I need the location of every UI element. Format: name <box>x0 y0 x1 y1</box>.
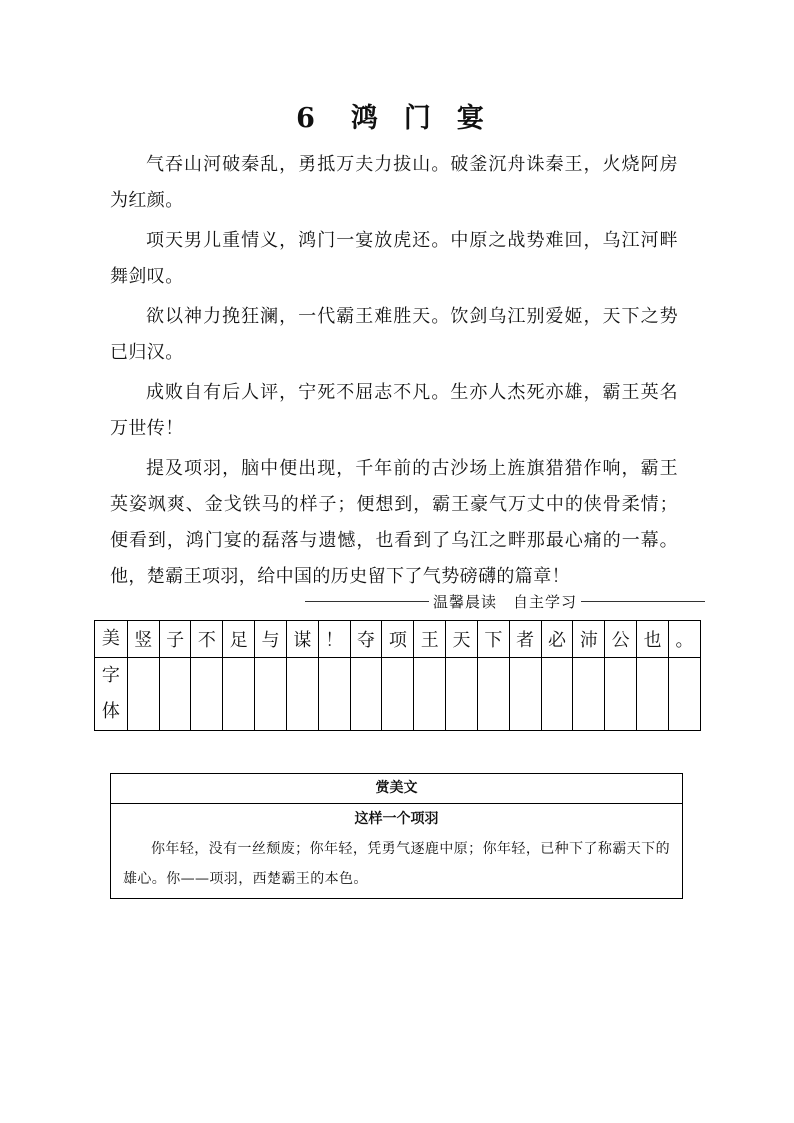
lesson-number: 6 <box>296 103 317 134</box>
writing-cell <box>414 658 446 731</box>
writing-cell <box>605 658 637 731</box>
intro-paragraph: 成败自有后人评，宁死不屈志不凡。生亦人杰死亦雄，霸王英名万世传！ <box>110 382 678 439</box>
intro-text <box>110 147 678 599</box>
writing-cell <box>637 658 669 731</box>
practice-char: 沛 <box>573 621 605 658</box>
calligraphy-practice-table <box>94 620 701 731</box>
intro-paragraph: 项天男儿重情义，鸿门一宴放虎还。中原之战势难回，乌江河畔舞剑叹。 <box>110 230 678 287</box>
divider-line-right <box>581 601 705 602</box>
writing-cell <box>223 658 255 731</box>
writing-cell <box>286 658 318 731</box>
practice-char: 谋 <box>286 621 318 658</box>
practice-char: 也 <box>637 621 669 658</box>
writing-cell <box>318 658 350 731</box>
practice-char: 子 <box>159 621 191 658</box>
writing-cell <box>477 658 509 731</box>
practice-char: 者 <box>509 621 541 658</box>
practice-char: 天 <box>446 621 478 658</box>
appreciation-subtitle: 这样一个项羽 <box>354 811 439 827</box>
practice-char: 。 <box>668 621 700 658</box>
writing-cell <box>541 658 573 731</box>
practice-char: 不 <box>191 621 223 658</box>
appreciation-text: 你年轻，没有一丝颓废；你年轻，凭勇气逐鹿中原；你年轻，已种下了称霸天下的雄心。你——项羽，西楚霸王的本色。 <box>123 841 670 887</box>
writing-cell <box>191 658 223 731</box>
practice-char: 下 <box>477 621 509 658</box>
practice-header-cell: 美 <box>95 621 128 658</box>
writing-cell <box>573 658 605 731</box>
practice-char: 王 <box>414 621 446 658</box>
practice-writing-row <box>95 658 701 731</box>
appreciation-heading: 赏美文 <box>111 774 682 804</box>
page-title <box>0 96 794 135</box>
writing-cell <box>446 658 478 731</box>
practice-char: 夺 <box>350 621 382 658</box>
writing-cell <box>509 658 541 731</box>
intro-paragraph: 欲以神力挽狂澜，一代霸王难胜天。饮剑乌江别爱姬，天下之势已归汉。 <box>110 306 678 363</box>
title-char: 鸿 <box>350 103 380 134</box>
practice-char: 公 <box>605 621 637 658</box>
writing-cell <box>668 658 700 731</box>
intro-paragraph: 提及项羽，脑中便出现，千年前的古沙场上旌旗猎猎作响，霸王英姿飒爽、金戈铁马的样子；便想到，霸王豪气万丈中的侠骨柔情；便看到，鸿门宴的磊落与遗憾，也看到了乌江之畔那最心痛的一幕。他，楚霸王项羽，给中国的历史留下了气势磅礴的篇章！ <box>110 458 678 587</box>
practice-char: 项 <box>382 621 414 658</box>
section-divider <box>305 590 705 612</box>
writing-cell <box>350 658 382 731</box>
writing-cell <box>382 658 414 731</box>
title-char: 宴 <box>456 103 486 134</box>
appreciation-box <box>110 773 683 899</box>
section-label: 温馨晨读 自主学习 <box>433 592 578 611</box>
practice-header-cell <box>95 658 128 731</box>
writing-cell <box>255 658 287 731</box>
header-char: 体 <box>101 701 120 722</box>
practice-char: 竖 <box>127 621 159 658</box>
header-char: 字 <box>101 665 120 686</box>
practice-char: ！ <box>318 621 350 658</box>
writing-cell <box>159 658 191 731</box>
practice-char: 必 <box>541 621 573 658</box>
practice-char-row <box>95 621 701 658</box>
title-char: 门 <box>403 103 433 134</box>
writing-cell <box>127 658 159 731</box>
practice-char: 足 <box>223 621 255 658</box>
practice-char: 与 <box>255 621 287 658</box>
divider-line-left <box>305 601 429 602</box>
intro-paragraph: 气吞山河破秦乱，勇抵万夫力拔山。破釜沉舟诛秦王，火烧阿房为红颜。 <box>110 154 678 211</box>
